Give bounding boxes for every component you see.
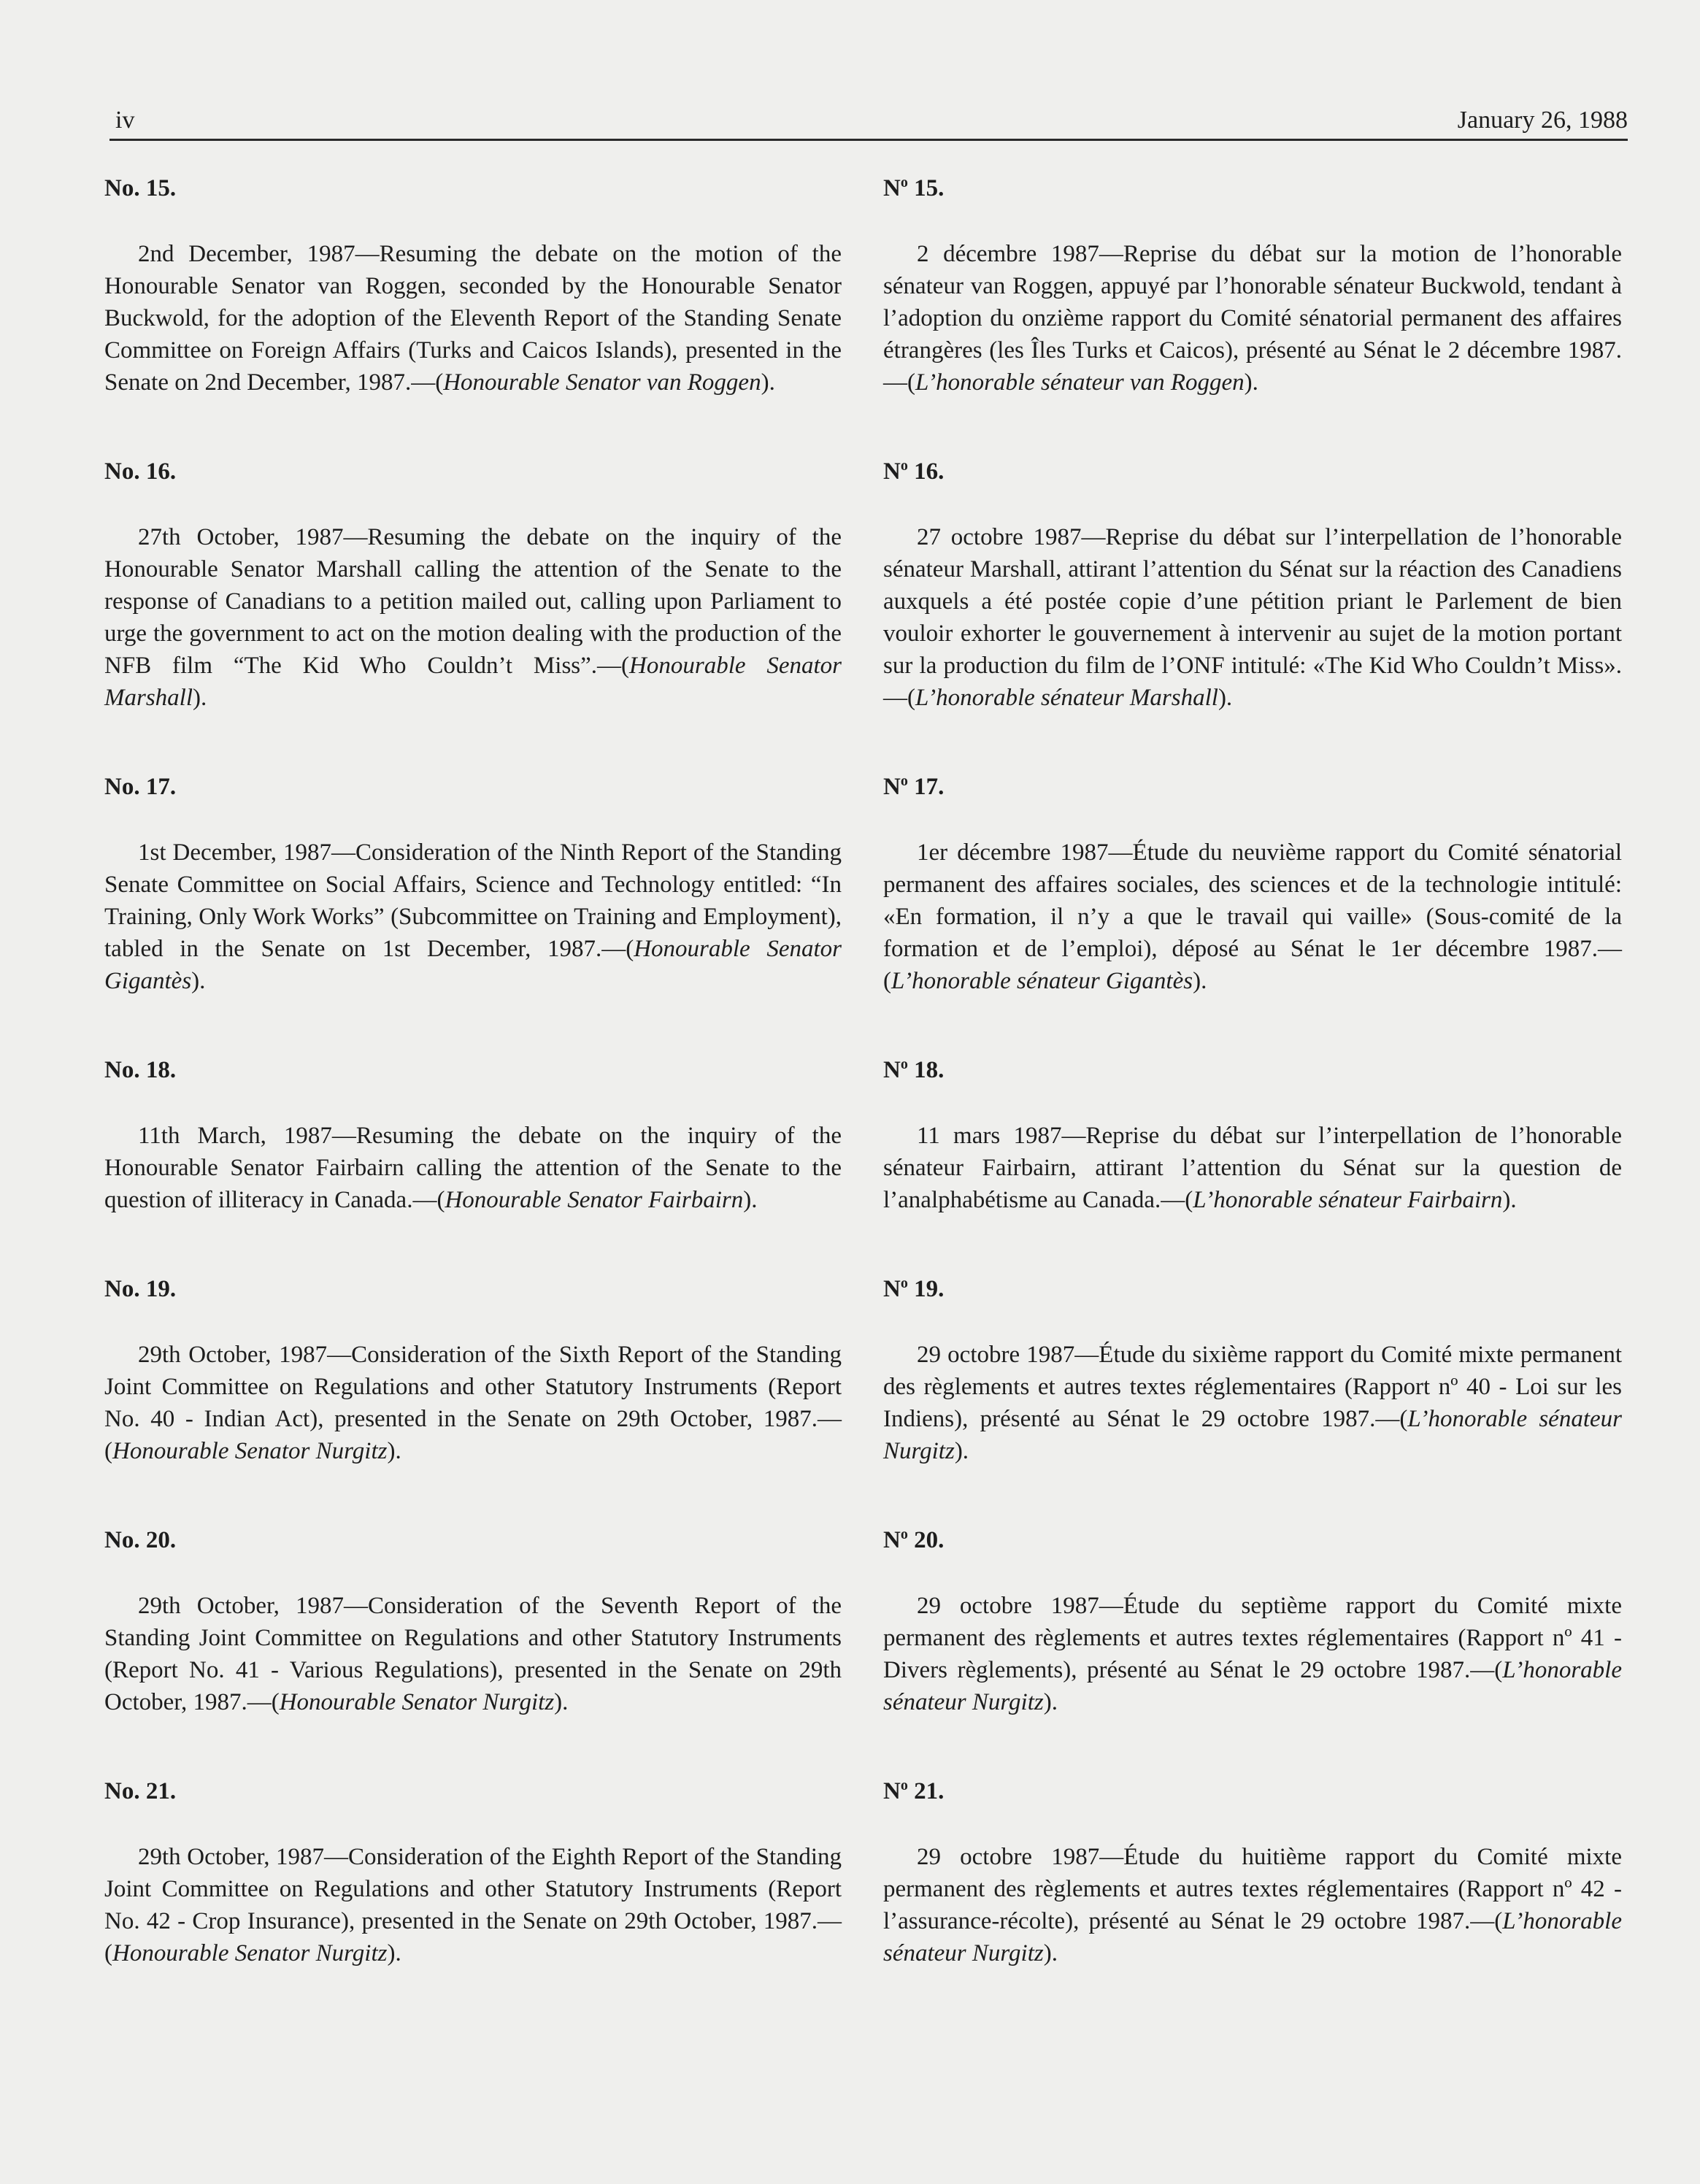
entry-text: 11 mars 1987—Reprise du débat sur l’interpellation de l’honorable sénateur Fairbairn, attirant l’attention du Sénat sur la question de l’analphabétisme au Canada.—(L’honorable sénateur Fairbairn).: [883, 1123, 1622, 1213]
entry-heading: $N^o$ 18.: [883, 1056, 945, 1083]
entry-heading: No. 17.: [104, 774, 177, 800]
entry-text: 27 octobre 1987—Reprise du débat sur l’interpellation de l’honorable sénateur Marshall, attirant l’attention du Sénat sur la réaction des Canadiens auxquels a été postée copie d’une pétition priant le Parlement de bien vouloir exhorter le gouvernement à intervenir au sujet de la motion portant sur la production du film de l’ONF intitulé: «The Kid Who Couldn’t Miss».—(L’honorable sénateur Marshall).: [883, 524, 1622, 711]
sponsor-name: L’honorable sénateur van Roggen: [915, 369, 1245, 396]
sponsor-name: Honourable Senator Nurgitz: [112, 1438, 388, 1464]
sponsor-name: Honourable Senator van Roggen: [443, 369, 761, 396]
sponsor-name: L’honorable sénateur Nurgitz: [883, 1657, 1622, 1715]
french-entry: [883, 172, 1622, 399]
entry-heading: No. 16.: [104, 458, 177, 485]
entry-text: 11th March, 1987—Resuming the debate on the inquiry of the Honourable Senator Fairbairn calling the attention of the Senate to the question of illiteracy in Canada.—(Honourable Senator Fairbairn).: [104, 1123, 842, 1213]
french-entry: [883, 1775, 1622, 1969]
entry-text: 29th October, 1987—Consideration of the Eighth Report of the Standing Joint Committee on Regulations and other Statutory Instruments (Report No. 42 - Crop Insurance), presented in the Senate on 29th October, 1987.—(Honourable Senator Nurgitz).: [104, 1844, 842, 1966]
entry-heading: No. 20.: [104, 1527, 177, 1553]
sponsor-name: Honourable Senator Fairbairn: [445, 1187, 744, 1213]
sponsor-name: Honourable Senator Gigantès: [104, 936, 842, 994]
sponsor-name: Honourable Senator Nurgitz: [279, 1689, 555, 1715]
english-entry: [104, 1524, 842, 1718]
entry-heading: $N^o$ 16.: [883, 458, 945, 485]
entry-text: 29 octobre 1987—Étude du septième rapport du Comité mixte permanent des règlements et autres textes réglementaires (Rapport nº 41 - Divers règlements), présenté au Sénat le 29 octobre 1987.—(L’honorable sénateur Nurgitz).: [883, 1593, 1622, 1715]
english-column: [104, 172, 842, 2026]
entry-heading: $N^o$ 15.: [883, 174, 945, 201]
entry-heading: $N^o$ 21.: [883, 1777, 945, 1804]
french-column: [883, 172, 1622, 2026]
entry-text: 1er décembre 1987—Étude du neuvième rapport du Comité sénatorial permanent des affaires sociales, des sciences et de la technologie intitulé: «En formation, il n’y a que le travail qui vaille» (Sous-comité de la formation et de l’emploi), déposé au Sénat le 1er décembre 1987.—(L’honorable sénateur Gigantès).: [883, 839, 1622, 994]
sponsor-name: L’honorable sénateur Gigantès: [891, 968, 1193, 994]
entry-text: 29th October, 1987—Consideration of the Sixth Report of the Standing Joint Committee on Regulations and other Statutory Instruments (Report No. 40 - Indian Act), presented in the Senate on 29th October, 1987.—(Honourable Senator Nurgitz).: [104, 1342, 842, 1464]
entry-text: 29th October, 1987—Consideration of the Seventh Report of the Standing Joint Committee on Regulations and other Statutory Instruments (Report No. 41 - Various Regulations), presented in the Senate on 29th October, 1987.—(Honourable Senator Nurgitz).: [104, 1593, 842, 1715]
entry-text: 29 octobre 1987—Étude du sixième rapport du Comité mixte permanent des règlements et autres textes réglementaires (Rapport nº 40 - Loi sur les Indiens), présenté au Sénat le 29 octobre 1987.—(L’honorable sénateur Nurgitz).: [883, 1342, 1622, 1464]
entry-heading: No. 18.: [104, 1057, 177, 1083]
sponsor-name: Honourable Senator Nurgitz: [112, 1940, 388, 1966]
entry-heading: No. 21.: [104, 1778, 177, 1804]
sponsor-name: L’honorable sénateur Nurgitz: [883, 1908, 1622, 1966]
sponsor-name: Honourable Senator Marshall: [104, 653, 842, 711]
page-date: January 26, 1988: [1457, 107, 1628, 134]
french-entry: [883, 771, 1622, 997]
english-entry: [104, 172, 842, 399]
entry-text: 2nd December, 1987—Resuming the debate on the motion of the Honourable Senator van Roggen, seconded by the Honourable Senator Buckwold, for the adoption of the Eleventh Report of the Standing Senate Committee on Foreign Affairs (Turks and Caicos Islands), presented in the Senate on 2nd December, 1987.—(Honourable Senator van Roggen).: [104, 241, 842, 396]
english-entry: [104, 1054, 842, 1216]
entry-text: 1st December, 1987—Consideration of the Ninth Report of the Standing Senate Committee on Social Affairs, Science and Technology entitled: “In Training, Only Work Works” (Subcommittee on Training and Employment), tabled in the Senate on 1st December, 1987.—(Honourable Senator Gigantès).: [104, 839, 842, 994]
entry-text: 27th October, 1987—Resuming the debate on the inquiry of the Honourable Senator Marshall calling the attention of the Senate to the response of Canadians to a petition mailed out, calling upon Parliament to urge the government to act on the motion dealing with the production of the NFB film “The Kid Who Couldn’t Miss”.—(Honourable Senator Marshall).: [104, 524, 842, 711]
english-entry: [104, 1775, 842, 1969]
english-entry: [104, 455, 842, 714]
entry-text: 29 octobre 1987—Étude du huitième rapport du Comité mixte permanent des règlements et autres textes réglementaires (Rapport nº 42 - l’assurance-récolte), présenté au Sénat le 29 octobre 1987.—(L’honorable sénateur Nurgitz).: [883, 1844, 1622, 1966]
entry-heading: No. 19.: [104, 1276, 177, 1302]
entry-heading: $N^o$ 17.: [883, 773, 945, 800]
page-header: [109, 102, 1628, 141]
french-entry: [883, 455, 1622, 714]
sponsor-name: L’honorable sénateur Marshall: [915, 685, 1218, 711]
english-entry: [104, 771, 842, 997]
sponsor-name: L’honorable sénateur Nurgitz: [883, 1406, 1622, 1464]
page-number: iv: [115, 107, 135, 134]
entry-heading: $N^o$ 20.: [883, 1526, 945, 1553]
sponsor-name: L’honorable sénateur Fairbairn: [1193, 1187, 1503, 1213]
french-entry: [883, 1524, 1622, 1718]
entry-text: 2 décembre 1987—Reprise du débat sur la motion de l’honorable sénateur van Roggen, appuyé par l’honorable sénateur Buckwold, tendant à l’adoption du onzième rapport du Comité sénatorial permanent des affaires étrangères (les Îles Turks et Caicos), présenté au Sénat le 2 décembre 1987.—(L’honorable sénateur van Roggen).: [883, 241, 1622, 396]
english-entry: [104, 1273, 842, 1467]
french-entry: [883, 1273, 1622, 1467]
french-entry: [883, 1054, 1622, 1216]
entry-heading: No. 15.: [104, 175, 177, 201]
entry-heading: $N^o$ 19.: [883, 1275, 945, 1302]
